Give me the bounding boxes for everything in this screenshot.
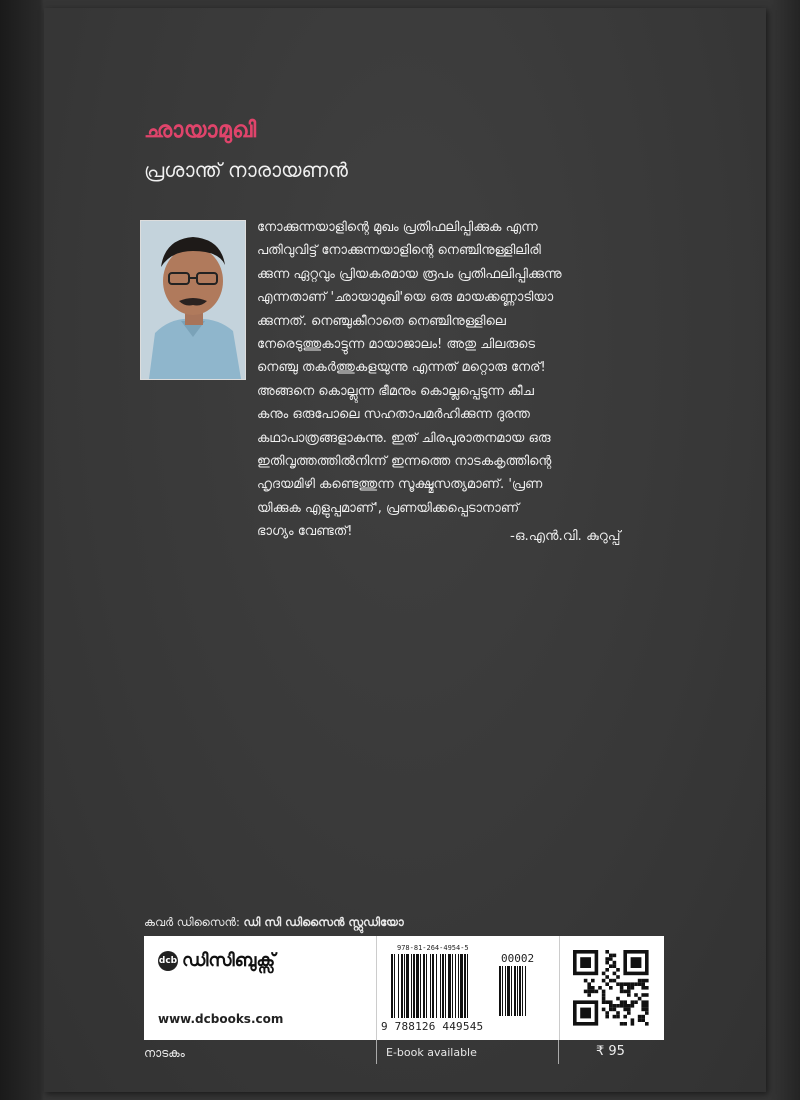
blurb-line: നേരെടുത്തുകാട്ടുന്ന മായാജാലം! അതു ചിലരുടെ bbox=[257, 337, 536, 353]
barcode-box bbox=[376, 936, 560, 1040]
publisher-website: www.dcbooks.com bbox=[158, 1012, 284, 1026]
barcode-price-code: 00002 bbox=[501, 952, 535, 965]
ebook-availability: E-book available bbox=[386, 1046, 477, 1059]
qr-code-icon bbox=[558, 936, 664, 1040]
footer-divider bbox=[376, 1040, 377, 1064]
publisher-panel bbox=[144, 936, 664, 1040]
blurb-line: ഭാഗ്യം വേണ്ടത്! bbox=[257, 524, 353, 540]
designer-label: കവർ ഡിസൈൻ: bbox=[144, 915, 240, 929]
author-photo bbox=[140, 220, 246, 380]
blurb-line: ക്കുന്ന ഏറ്റവും പ്രിയകരമായ രൂപം പ്രതിഫലിപ്പിക്കുന്നു bbox=[257, 266, 562, 282]
publisher-logo-box bbox=[144, 936, 376, 1040]
blurb-line: പതിവുവിട്ട് നോക്കുന്നയാളിന്റെ നെഞ്ചിനുള്ളിലിരി bbox=[257, 243, 541, 259]
blurb-line: അങ്ങനെ കൊല്ലുന്ന ഭീമനും കൊല്ലപ്പെടുന്ന കീച bbox=[257, 383, 534, 399]
blurb-text bbox=[257, 216, 677, 544]
book-price: ₹ 95 bbox=[596, 1044, 625, 1059]
blurb-line: ഹൃദയമിഴി കണ്ടെത്തുന്ന സൂക്ഷ്മസത്യമാണ്. 'പ്രണ bbox=[257, 477, 543, 493]
blurb-line: നെഞ്ചു തകർത്തുകളയുന്നു എന്നത് മറ്റൊരു നേര്! bbox=[257, 360, 546, 376]
blurb-line: നോക്കുന്നയാളിന്റെ മുഖം പ്രതിഫലിപ്പിക്കുക എന്ന bbox=[257, 220, 538, 235]
book-title: ഛായാമുഖി bbox=[144, 118, 257, 143]
footer-divider bbox=[558, 1040, 559, 1064]
publisher-name: ഡിസിബുക്സ് bbox=[182, 950, 276, 971]
publisher-logo bbox=[158, 950, 275, 971]
designer-name: ഡി സി ഡിസൈൻ സ്റ്റുഡിയോ bbox=[243, 915, 404, 929]
blurb-line: കനും ഒരുപോലെ സഹതാപമർഹിക്കുന്ന ദുരന്ത bbox=[257, 407, 530, 423]
blurb-line: കഥാപാത്രങ്ങളാകുന്നു. ഇത് ചിരപുരാതനമായ ഒരു bbox=[257, 430, 551, 446]
dc-books-badge-icon: dcb bbox=[158, 951, 178, 971]
book-category: നാടകം bbox=[144, 1046, 185, 1060]
blurb-attribution: -ഒ.എൻ.വി. കുറുപ്പ് bbox=[510, 528, 621, 544]
blurb-line: യിക്കുക എളുപ്പമാണ്', പ്രണയിക്കപ്പെടാനാണ് bbox=[257, 500, 520, 516]
cover-designer-credit bbox=[144, 915, 404, 930]
blurb-line: ഇതിവൃത്തത്തിൽനിന്ന് ഇന്നത്തെ നാടകകൃത്തിന്റെ bbox=[257, 454, 552, 470]
blurb-line: എന്നതാണ് 'ഛായാമുഖി'യെ ഒരു മായക്കണ്ണാടിയാ bbox=[257, 290, 554, 306]
author-name: പ്രശാന്ത് നാരായണൻ bbox=[144, 158, 348, 182]
isbn-digits: 9 788126 449545 bbox=[381, 1020, 484, 1033]
isbn-top-text: 978-81-264-4954-5 bbox=[397, 944, 469, 952]
author-portrait-illustration bbox=[141, 221, 245, 379]
qr-code-box bbox=[558, 936, 664, 1040]
blurb-line: ക്കുന്നത്. നെഞ്ചുകീറാതെ നെഞ്ചിനുള്ളിലെ bbox=[257, 313, 506, 329]
